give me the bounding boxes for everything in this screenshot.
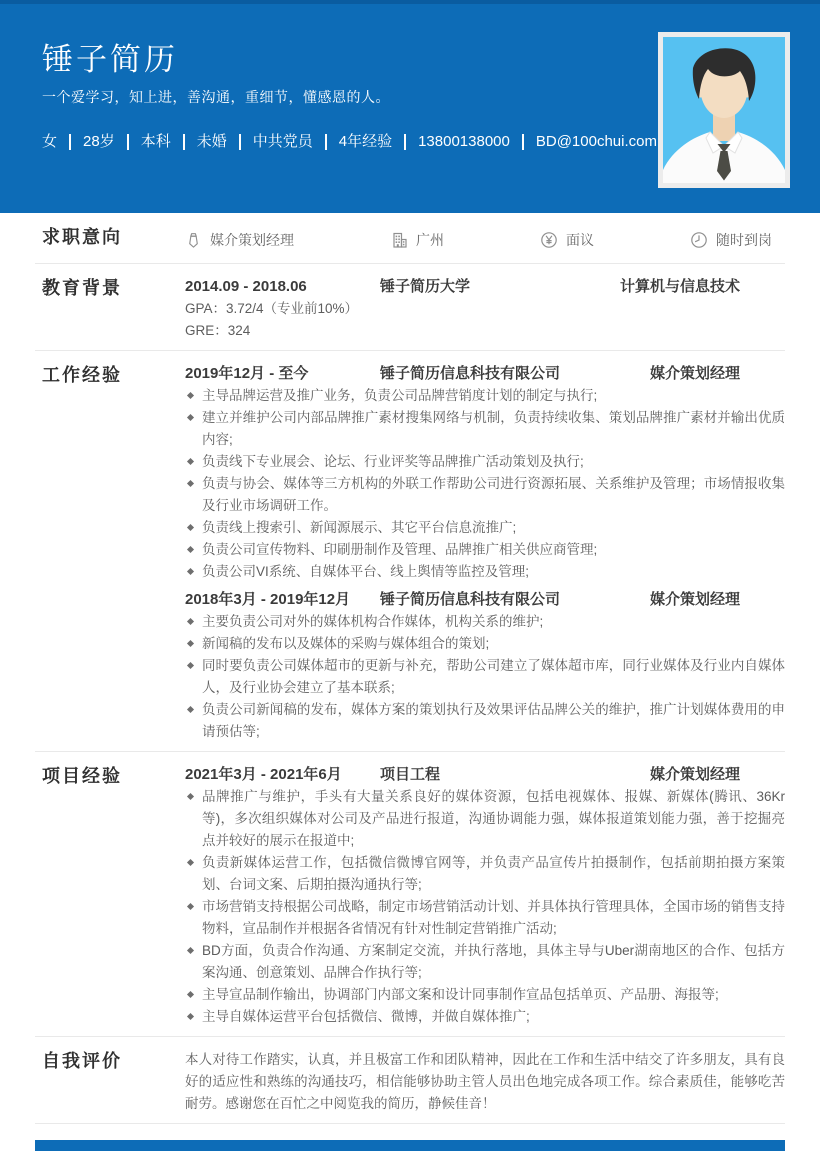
section-self-evaluation xyxy=(35,1037,785,1124)
intent-salary-label: 面议 xyxy=(566,232,594,248)
intent-salary xyxy=(540,230,690,250)
intent-city xyxy=(390,230,540,250)
header xyxy=(0,0,820,213)
intent-city-label: 广州 xyxy=(416,232,444,248)
section-project-experience xyxy=(35,752,785,1037)
yen-icon xyxy=(540,231,558,249)
project-entry-1 xyxy=(185,764,785,1028)
work-entry-1-header xyxy=(185,363,785,385)
tie-icon xyxy=(185,232,202,249)
bullet-item: 主导品牌运营及推广业务，负责公司品牌营销度计划的制定与执行; xyxy=(185,385,785,407)
education-details xyxy=(185,298,785,342)
education-detail-line: GRE：324 xyxy=(185,323,251,338)
personal-info-item: 13800138000 xyxy=(406,134,524,150)
bullet-item: 主导宣品制作输出，协调部门内部文案和设计同事制作宣品包括单页、产品册、海报等; xyxy=(185,984,785,1006)
bullet-item: 负责公司VI系统、自媒体平台、线上舆情等监控及管理; xyxy=(185,561,785,583)
work-entry-1-date: 2019年12月 - 至今 xyxy=(185,365,309,382)
intent-availability xyxy=(690,230,772,250)
project-entry-1-role: 媒介策划经理 xyxy=(649,766,740,783)
section-title-intent: 求职意向 xyxy=(42,227,122,247)
bullet-item: 负责新媒体运营工作，包括微信微博官网等，并负责产品宣传片拍摄制作，包括前期拍摄方案策划、台词文案、后期拍摄沟通执行等; xyxy=(185,852,785,896)
self-evaluation-text: 本人对待工作踏实，认真，并且极富工作和团队精神，因此在工作和生活中结交了许多朋友，具有良好的适应性和熟练的沟通技巧，相信能够协助主管人员出色地完成各项工作。综合素质佳，能够吃苦耐劳。感谢您在百忙之中阅览我的简历，静候佳音！ xyxy=(185,1052,785,1111)
bullet-item: 负责与协会、媒体等三方机构的外联工作帮助公司进行资源拓展、关系维护及管理；市场情报收集及行业市场调研工作。 xyxy=(185,473,785,517)
bullet-item: 主要负责公司对外的媒体机构合作媒体，机构关系的维护; xyxy=(185,611,785,633)
work-entry-1 xyxy=(185,363,785,583)
header-top-strip xyxy=(0,0,820,4)
education-entry-header xyxy=(185,276,785,298)
education-school: 锤子简历大学 xyxy=(380,278,471,295)
section-education xyxy=(35,264,785,351)
personal-info-item: 28岁 xyxy=(71,134,129,150)
bullet-item: 负责公司新闻稿的发布，媒体方案的策划执行及效果评估品牌公关的维护，推广计划媒体费用的申请预估等; xyxy=(185,699,785,743)
bullet-item: 建立并维护公司内部品牌推广素材搜集网络与机制，负责持续收集、策划品牌推广素材并输出优质内容; xyxy=(185,407,785,451)
section-job-intent xyxy=(35,213,785,264)
bullet-item: 新闻稿的发布以及媒体的采购与媒体组合的策划; xyxy=(185,633,785,655)
section-title-project: 项目经验 xyxy=(42,766,122,786)
work-entry-2-role: 媒介策划经理 xyxy=(649,591,740,608)
header-subtitle: 一个爱学习，知上进，善沟通，重细节，懂感恩的人。 xyxy=(42,89,390,105)
building-icon xyxy=(390,231,408,249)
personal-info-item: 4年经验 xyxy=(327,134,406,150)
work-entry-2-header xyxy=(185,589,785,611)
education-date: 2014.09 - 2018.06 xyxy=(185,278,307,295)
work-entry-1-role: 媒介策划经理 xyxy=(649,365,740,382)
work-entry-1-bullets xyxy=(185,385,785,583)
intent-position-label: 媒介策划经理 xyxy=(210,232,294,248)
section-work-experience xyxy=(35,351,785,752)
education-major: 计算机与信息技术 xyxy=(619,278,740,295)
avatar xyxy=(658,32,790,188)
section-title-education: 教育背景 xyxy=(42,278,122,298)
personal-info-item: 本科 xyxy=(129,134,185,150)
bullet-item: 负责公司宣传物料、印刷册制作及管理、品牌推广相关供应商管理; xyxy=(185,539,785,561)
bullet-item: BD方面，负责合作沟通、方案制定交流，并执行落地，具体主导与Uber湖南地区的合作、包括方案沟通、创意策划、品牌合作执行等; xyxy=(185,940,785,984)
work-entry-2-bullets xyxy=(185,611,785,743)
page-title: 锤子简历 xyxy=(42,42,178,77)
personal-info-item: 未婚 xyxy=(185,134,241,150)
intent-availability-label: 随时到岗 xyxy=(716,232,772,248)
project-entry-1-bullets xyxy=(185,786,785,1028)
personal-info-item: 女 xyxy=(42,134,71,150)
personal-info-item: BD@100chui.com xyxy=(535,133,657,150)
intent-position xyxy=(185,230,390,250)
bullet-item: 负责线上搜索引、新闻源展示、其它平台信息流推广; xyxy=(185,517,785,539)
resume-body xyxy=(35,213,785,1151)
work-entry-2 xyxy=(185,589,785,743)
bullet-item: 同时要负责公司媒体超市的更新与补充，帮助公司建立了媒体超市库，同行业媒体及行业内自媒体人，及行业协会建立了基本联系; xyxy=(185,655,785,699)
project-entry-1-name: 项目工程 xyxy=(380,766,441,783)
bullet-item: 负责线下专业展会、论坛、行业评奖等品牌推广活动策划及执行; xyxy=(185,451,785,473)
footer-bar xyxy=(35,1140,785,1151)
education-detail-line: GPA：3.72/4（专业前10%） xyxy=(185,301,359,316)
avatar-illustration xyxy=(663,37,785,183)
bullet-item: 市场营销支持根据公司战略，制定市场营销活动计划、并具体执行管理具体，全国市场的销售支持物料，宣品制作并根据各省情况有针对性制定营销推广活动; xyxy=(185,896,785,940)
project-entry-1-header xyxy=(185,764,785,786)
work-entry-2-date: 2018年3月 - 2019年12月 xyxy=(185,591,351,608)
work-entry-1-company: 锤子简历信息科技有限公司 xyxy=(380,365,561,382)
work-entry-2-company: 锤子简历信息科技有限公司 xyxy=(380,591,561,608)
section-title-work: 工作经验 xyxy=(42,365,122,385)
project-entry-1-date: 2021年3月 - 2021年6月 xyxy=(185,766,342,783)
section-title-evaluation: 自我评价 xyxy=(42,1051,122,1071)
intent-row xyxy=(185,225,785,255)
bullet-item: 品牌推广与维护，手头有大量关系良好的媒体资源，包括电视媒体、报媒、新媒体(腾讯、36Kr等)，多次组织媒体对公司及产品进行报道，沟通协调能力强，媒体报道策划能力强，善于挖掘亮点并较好的展示在报道中; xyxy=(185,786,785,852)
bullet-item: 主导自媒体运营平台包括微信、微博，并做自媒体推广; xyxy=(185,1006,785,1028)
clock-icon xyxy=(690,231,708,249)
personal-info-item: 中共党员 xyxy=(241,134,327,150)
